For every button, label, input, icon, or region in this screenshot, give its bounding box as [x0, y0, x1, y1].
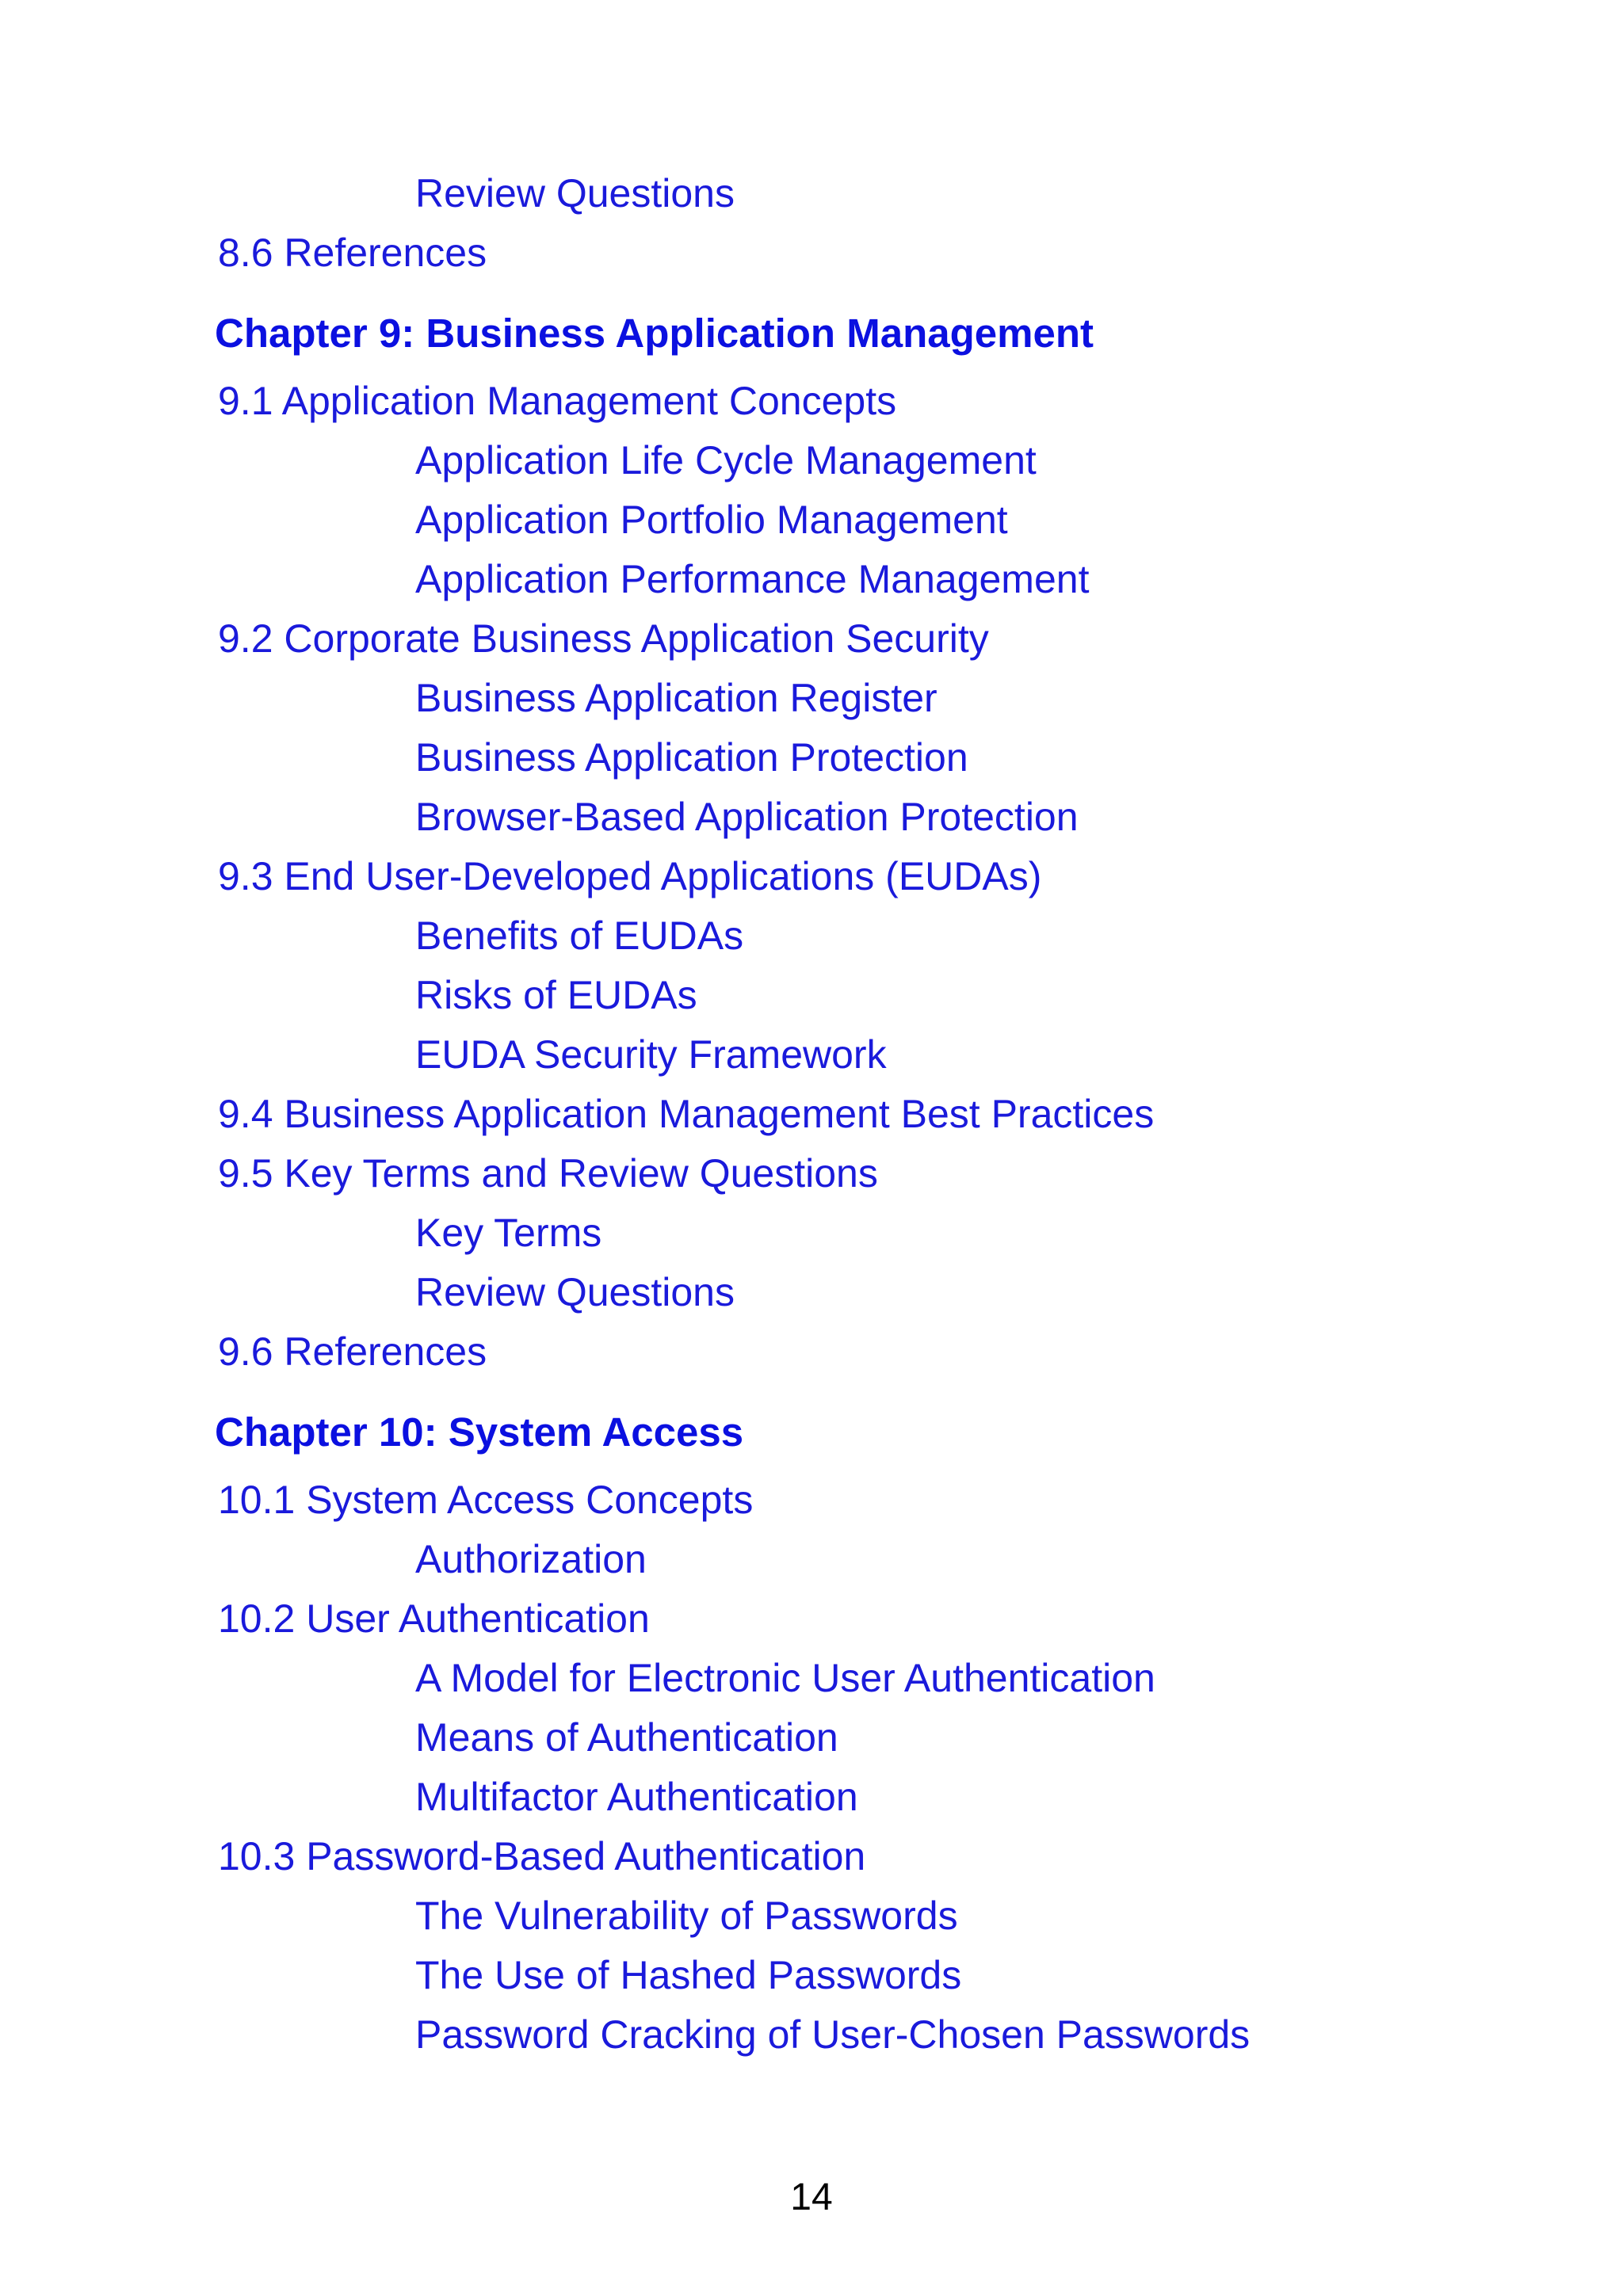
toc-subsection-link[interactable]: Business Application Protection: [415, 735, 968, 780]
toc-subsection-link[interactable]: Password Cracking of User-Chosen Passwords: [415, 2012, 1251, 2057]
toc-subsection-link[interactable]: Benefits of EUDAs: [415, 913, 744, 958]
toc-section-link[interactable]: 9.1 Application Management Concepts: [218, 379, 897, 423]
toc-subsection-link[interactable]: Key Terms: [415, 1211, 602, 1255]
toc-section-link[interactable]: 10.2 User Authentication: [218, 1596, 650, 1641]
toc-section-link[interactable]: 10.1 System Access Concepts: [218, 1478, 754, 1522]
toc-chapter-heading[interactable]: Chapter 9: Business Application Management: [215, 311, 1094, 356]
toc-subsection-link[interactable]: A Model for Electronic User Authentication: [415, 1656, 1155, 1700]
toc-subsection-link[interactable]: Application Life Cycle Management: [415, 438, 1037, 482]
toc-subsection-link[interactable]: Application Portfolio Management: [415, 498, 1008, 542]
toc-section-link[interactable]: 9.6 References: [218, 1329, 487, 1374]
toc-subsection-link[interactable]: Multifactor Authentication: [415, 1775, 858, 1819]
toc-subsection-link[interactable]: Browser-Based Application Protection: [415, 795, 1079, 839]
page-number: 14: [790, 2176, 833, 2218]
toc-subsection-link[interactable]: EUDA Security Framework: [415, 1032, 887, 1077]
toc-section-link[interactable]: 9.2 Corporate Business Application Security: [218, 616, 989, 661]
toc-section-link[interactable]: 9.4 Business Application Management Best Practices: [218, 1092, 1155, 1136]
toc-subsection-link[interactable]: Means of Authentication: [415, 1715, 838, 1760]
toc-section-link[interactable]: 8.6 References: [218, 231, 487, 275]
toc-section-link[interactable]: 9.3 End User-Developed Applications (EUDAs): [218, 854, 1042, 898]
toc-subsection-link[interactable]: Risks of EUDAs: [415, 973, 697, 1017]
toc-chapter-heading[interactable]: Chapter 10: System Access: [215, 1409, 744, 1455]
toc-subsection-link[interactable]: Business Application Register: [415, 676, 938, 720]
toc-subsection-link[interactable]: Application Performance Management: [415, 557, 1090, 601]
toc-subsection-link[interactable]: The Use of Hashed Passwords: [415, 1953, 962, 1997]
toc-subsection-link[interactable]: Authorization: [415, 1537, 647, 1581]
toc-section-link[interactable]: 10.3 Password-Based Authentication: [218, 1834, 866, 1878]
toc-subsection-link[interactable]: The Vulnerability of Passwords: [415, 1894, 958, 1938]
toc-subsection-link[interactable]: Review Questions: [415, 171, 735, 215]
toc-section-link[interactable]: 9.5 Key Terms and Review Questions: [218, 1151, 878, 1196]
toc-subsection-link[interactable]: Review Questions: [415, 1270, 735, 1314]
